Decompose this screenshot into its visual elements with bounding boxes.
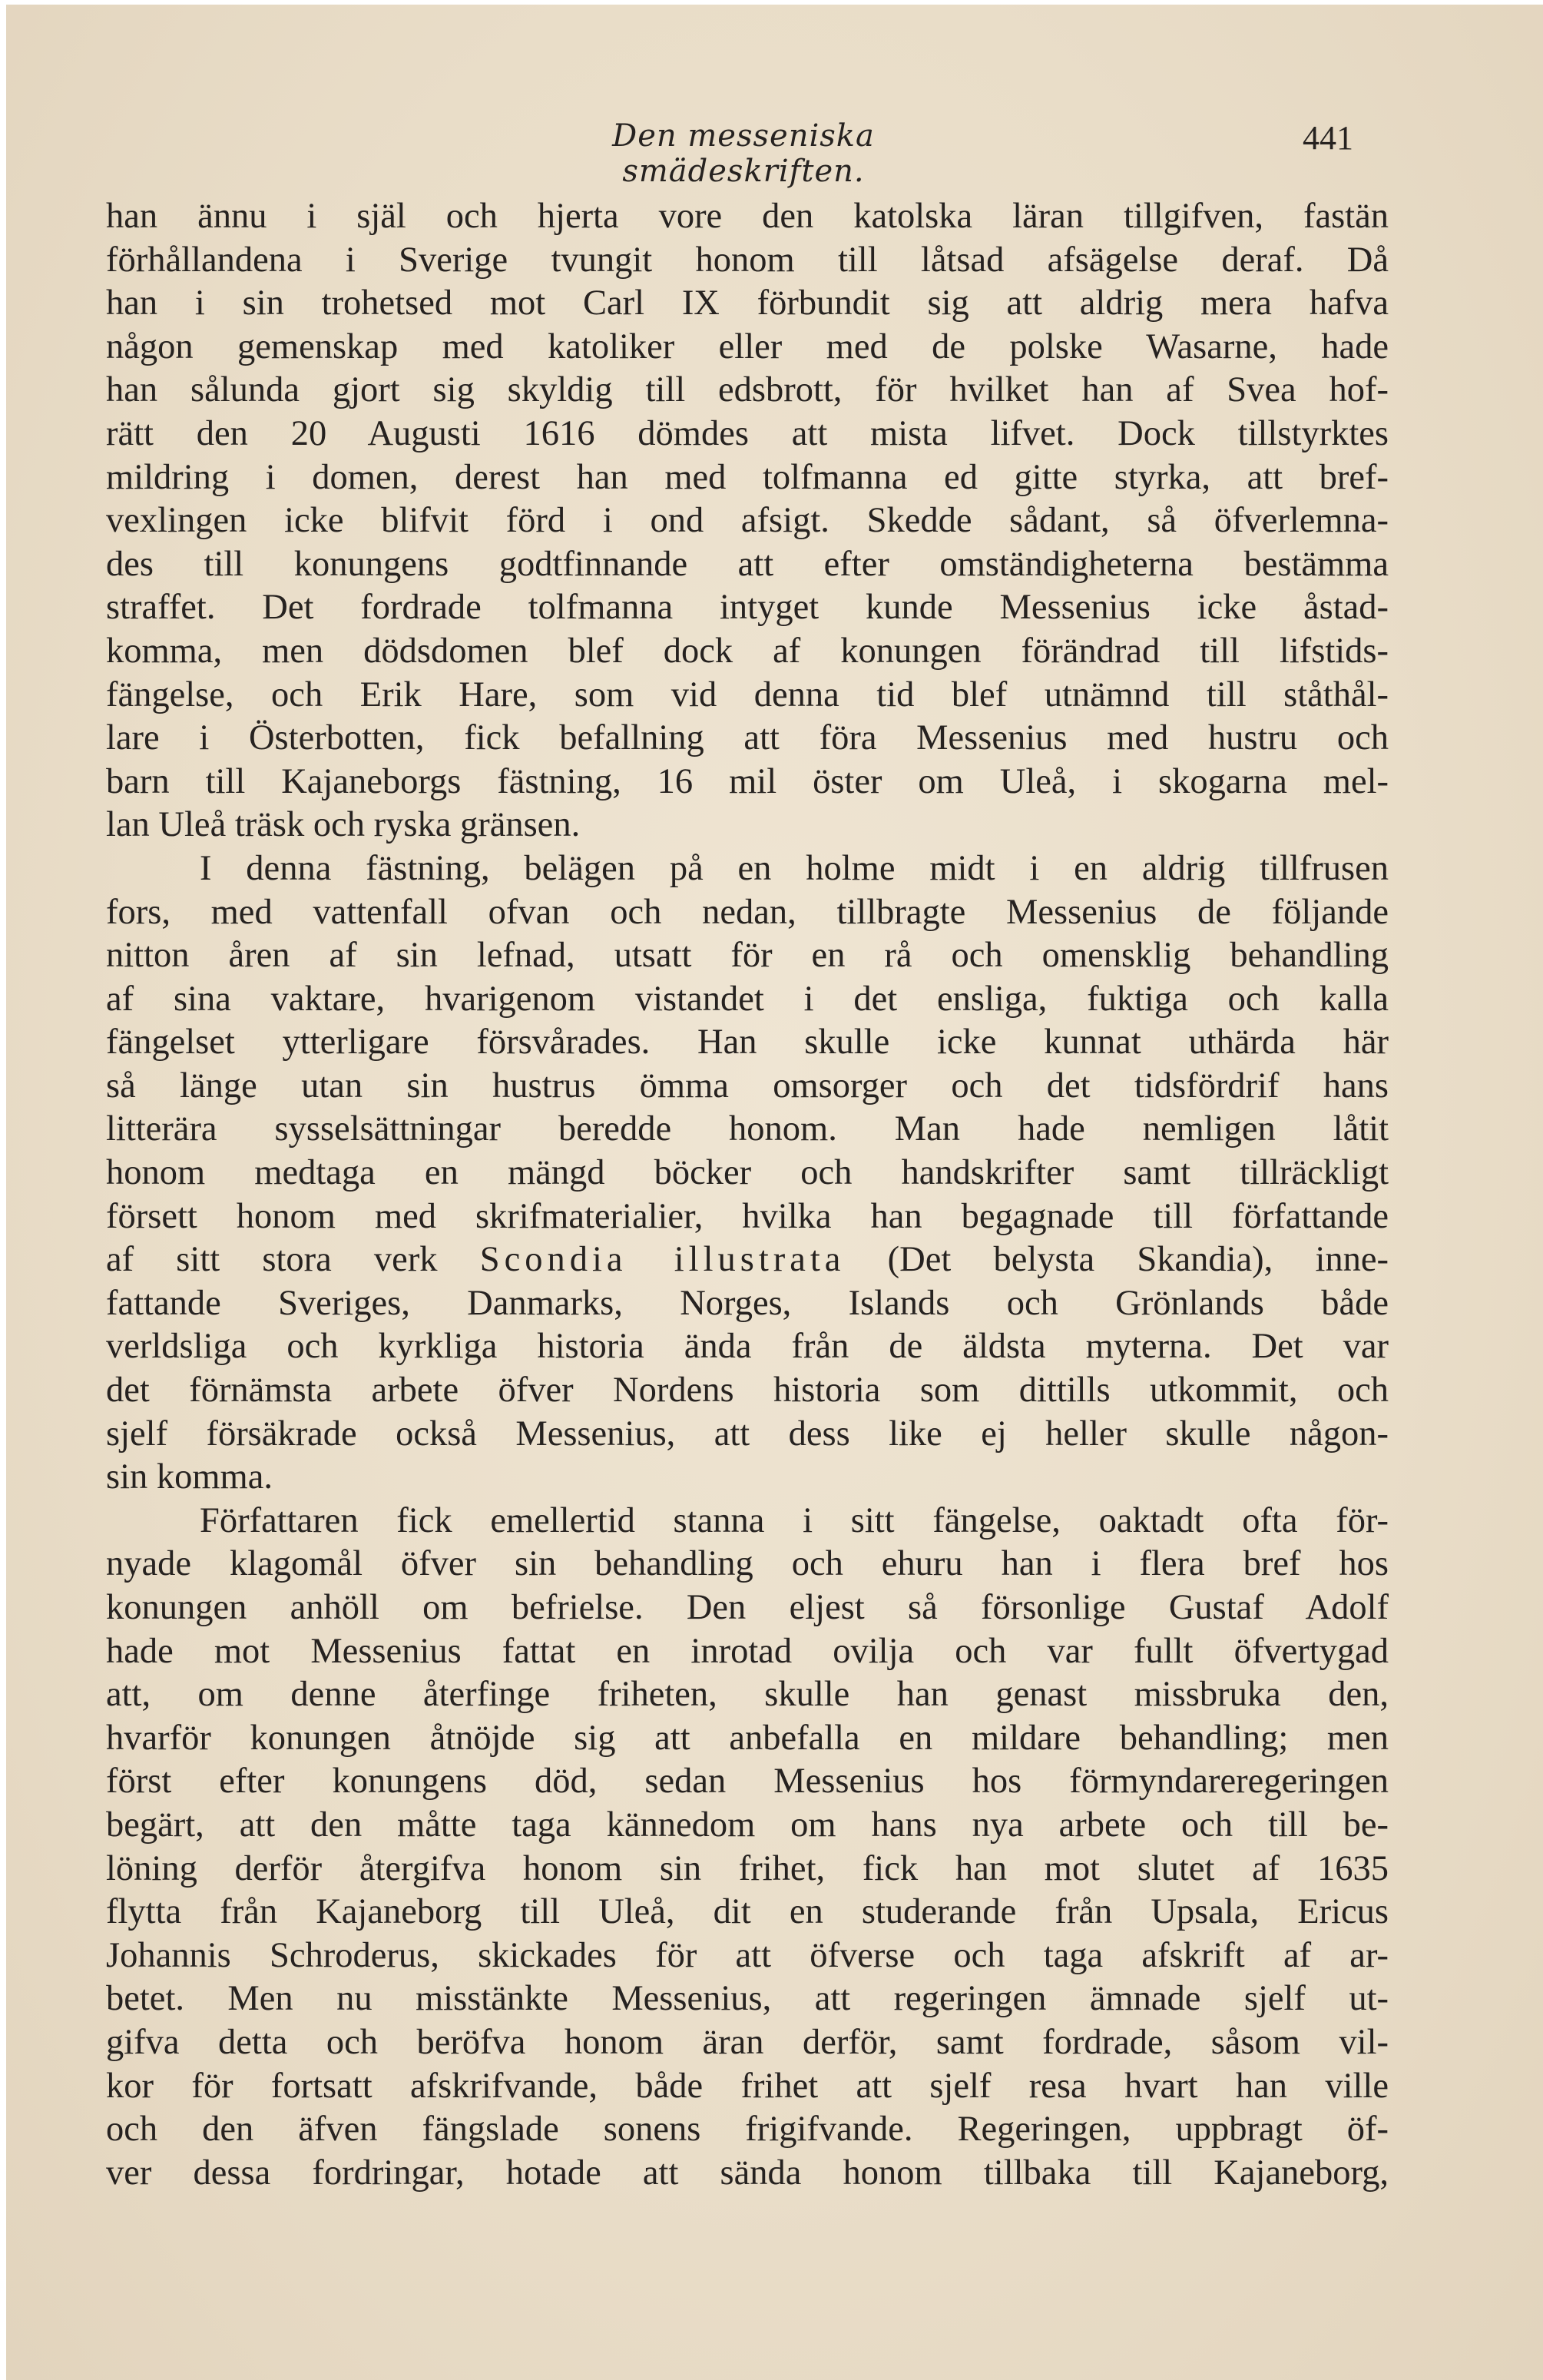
text-line: kor för fortsatt afskrifvande, både frihet att sjelf resa hvart han ville bbox=[106, 2066, 1389, 2106]
text-line: ver dessa fordringar, hotade att sända honom tillbaka till Kajaneborg, bbox=[106, 2153, 1389, 2193]
text-line: sjelf försäkrade också Messenius, att dess like ej heller skulle någon- bbox=[106, 1414, 1389, 1454]
running-title: Den messeniska smädeskriften. bbox=[612, 118, 875, 189]
book-page bbox=[6, 5, 1543, 2380]
text-line: af sina vaktare, hvarigenom vistandet i det ensliga, fuktiga och kalla bbox=[106, 979, 1389, 1019]
text-line: försett honom med skrifmaterialier, hvilka han begagnade till författande bbox=[106, 1196, 1389, 1236]
text-line: fängelset ytterligare försvårades. Han skulle icke kunnat uthärda här bbox=[106, 1023, 1389, 1062]
text-line: I denna fästning, belägen på en holme midt i en aldrig tillfrusen bbox=[200, 848, 1389, 888]
text-line: hade mot Messenius fattat en inrotad ovilja och var fullt öfvertygad bbox=[106, 1631, 1389, 1671]
text-line: straffet. Det fordrade tolfmanna intyget kunde Messenius icke åstad- bbox=[106, 588, 1389, 628]
text-line: han ännu i själ och hjerta vore den katolska läran tillgifven, fastän bbox=[106, 197, 1389, 236]
text-line: litterära sysselsättningar beredde honom. Man hade nemligen låtit bbox=[106, 1109, 1389, 1149]
text-line: Johannis Schroderus, skickades för att öfverse och taga afskrift af ar- bbox=[106, 1935, 1389, 1975]
text-line: betet. Men nu misstänkte Messenius, att regeringen ämnade sjelf ut- bbox=[106, 1979, 1389, 2019]
text-line: konungen anhöll om befrielse. Den eljest så försonlige Gustaf Adolf bbox=[106, 1588, 1389, 1627]
paragraph bbox=[106, 847, 1389, 1500]
text-line: fängelse, och Erik Hare, som vid denna tid blef utnämnd till ståthål- bbox=[106, 675, 1389, 714]
text-line: fattande Sveriges, Danmarks, Norges, Islands och Grönlands både bbox=[106, 1283, 1389, 1323]
paragraph bbox=[106, 1500, 1389, 2196]
text-line: lan Uleå träsk och ryska gränsen. bbox=[106, 805, 581, 845]
text-line: mildring i domen, derest han med tolfmanna ed gitte styrka, att bref- bbox=[106, 457, 1389, 497]
text-line: verldsliga och kyrkliga historia ända från de äldsta myterna. Det var bbox=[106, 1327, 1389, 1367]
text-fragment: (Det belysta Skandia), inne- bbox=[845, 1240, 1389, 1280]
text-line: hvarför konungen åtnöjde sig att anbefalla en mildare behandling; men bbox=[106, 1718, 1389, 1758]
text-line: sin komma. bbox=[106, 1457, 273, 1497]
text-line: nitton åren af sin lefnad, utsatt för en rå och omensklig behandling bbox=[106, 936, 1389, 976]
text-line: nyade klagomål öfver sin behandling och ehuru han i flera bref hos bbox=[106, 1544, 1389, 1584]
page-header bbox=[6, 118, 1543, 189]
text-line: barn till Kajaneborgs fästning, 16 mil öster om Uleå, i skogarna mel- bbox=[106, 761, 1389, 801]
text-line: lare i Österbotten, fick befallning att föra Messenius med hustru och bbox=[106, 718, 1389, 758]
text-line: han i sin trohetsed mot Carl IX förbundit sig att aldrig mera hafva bbox=[106, 283, 1389, 323]
text-line: rätt den 20 Augusti 1616 dömdes att mista lifvet. Dock tillstyrktes bbox=[106, 413, 1389, 453]
text-line-with-spaced-title bbox=[106, 1238, 1389, 1282]
text-line: komma, men dödsdomen blef dock af konungen förändrad till lifstids- bbox=[106, 631, 1389, 671]
page-number: 441 bbox=[1303, 119, 1353, 157]
text-line: han sålunda gjort sig skyldig till edsbrott, för hvilket han af Svea hof- bbox=[106, 370, 1389, 410]
text-line: löning derför återgifva honom sin frihet, fick han mot slutet af 1635 bbox=[106, 1848, 1389, 1888]
text-line: och den äfven fängslade sonens frigifvande. Regeringen, uppbragt öf- bbox=[106, 2110, 1389, 2150]
text-line: förhållandena i Sverige tvungit honom till låtsad afsägelse deraf. Då bbox=[106, 240, 1389, 280]
text-line: fors, med vattenfall ofvan och nedan, tillbragte Messenius de följande bbox=[106, 892, 1389, 932]
text-line: så länge utan sin hustrus ömma omsorger och det tidsfördrif hans bbox=[106, 1066, 1389, 1105]
text-line: Författaren fick emellertid stanna i sitt fängelse, oaktadt ofta för- bbox=[200, 1500, 1389, 1540]
text-fragment: af sitt stora verk bbox=[106, 1240, 480, 1280]
text-line: att, om denne återfinge friheten, skulle han genast missbruka den, bbox=[106, 1675, 1389, 1715]
text-line: gifva detta och beröfva honom äran derför, samt fordrade, såsom vil- bbox=[106, 2022, 1389, 2062]
text-line: des till konungens godtfinnande att efter omständigheterna bestämma bbox=[106, 544, 1389, 584]
book-title-spaced: Scondia illustrata bbox=[479, 1240, 846, 1280]
text-line: vexlingen icke blifvit förd i ond afsigt. Skedde sådant, så öfverlemna- bbox=[106, 501, 1389, 541]
body-text bbox=[106, 195, 1389, 2195]
text-line: det förnämsta arbete öfver Nordens historia som dittills utkommit, och bbox=[106, 1371, 1389, 1410]
text-line: honom medtaga en mängd böcker och handskrifter samt tillräckligt bbox=[106, 1153, 1389, 1193]
text-line: flytta från Kajaneborg till Uleå, dit en studerande från Upsala, Ericus bbox=[106, 1892, 1389, 1932]
paragraph bbox=[106, 195, 1389, 847]
text-line: någon gemenskap med katoliker eller med de polske Wasarne, hade bbox=[106, 327, 1389, 366]
text-line: begärt, att den måtte taga kännedom om hans nya arbete och till be- bbox=[106, 1805, 1389, 1845]
text-line: först efter konungens död, sedan Messenius hos förmyndareregeringen bbox=[106, 1762, 1389, 1802]
